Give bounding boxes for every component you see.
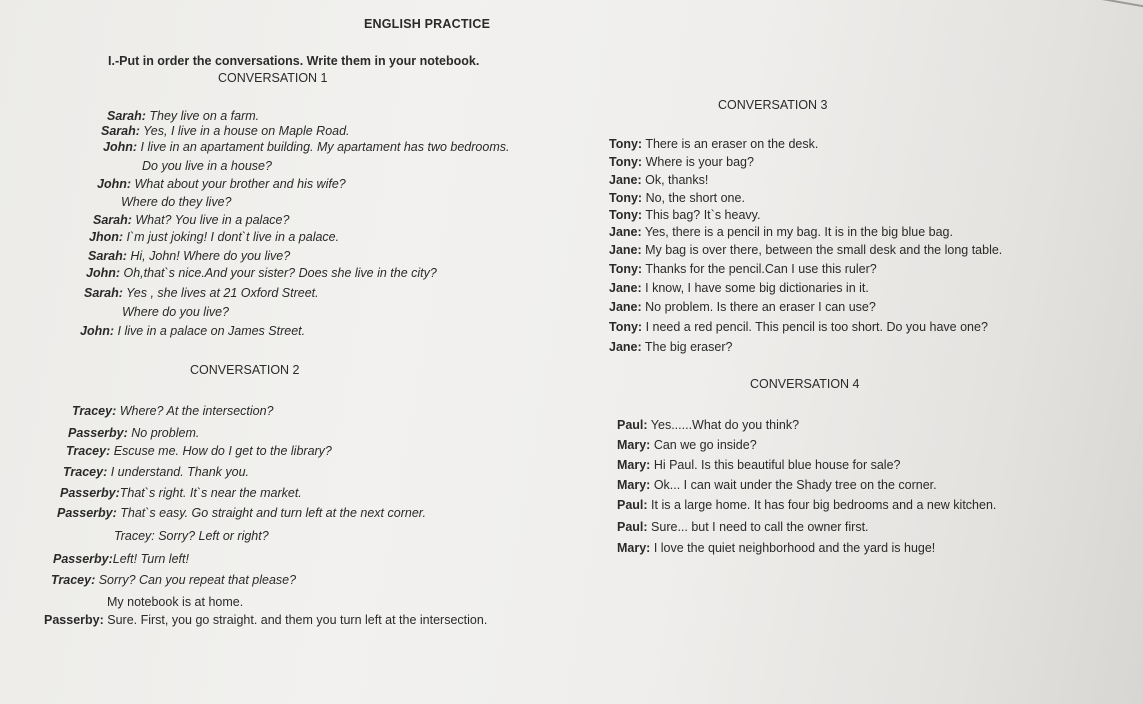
conv2-line: Passerby: Sure. First, you go straight. and them you turn left at the intersection. [44,613,488,627]
conv1-line: John: I live in an apartament building. My apartament has two bedrooms. [103,140,510,154]
conv3-line: Tony: No, the short one. [609,191,745,205]
conv3-line: Tony: Thanks for the pencil.Can I use this ruler? [609,262,877,276]
conv3-line: Jane: No problem. Is there an eraser I can use? [609,300,876,314]
conv1-line: Where do you live? [122,305,230,319]
conv1-line: Sarah: They live on a farm. [107,109,260,123]
conv4-line: Mary: I love the quiet neighborhood and the yard is huge! [617,541,936,555]
conv2-line: My notebook is at home. [107,595,244,609]
conv1-line: Jhon: I`m just joking! I dont`t live in a palace. [89,230,340,244]
conv3-line: Tony: Where is your bag? [609,155,754,169]
conv2-line: Passerby:That`s right. It`s near the market. [60,486,302,500]
conv4-line: Paul: It is a large home. It has four big bedrooms and a new kitchen. [617,498,997,512]
conv4-line: Paul: Sure... but I need to call the owner first. [617,520,869,534]
conv2-line: Tracey: Sorry? Left or right? [114,529,269,543]
conv3-line: Jane: My bag is over there, between the small desk and the long table. [609,243,1003,257]
conv4-line: Mary: Can we go inside? [617,438,757,452]
conv1-line: Where do they live? [121,195,232,209]
conv3-line: Jane: Ok, thanks! [609,173,709,187]
conv1-line: John: I live in a palace on James Street. [80,324,306,338]
conv2-line: Tracey: I understand. Thank you. [63,465,250,479]
conv3-line: Jane: Yes, there is a pencil in my bag. It is in the big blue bag. [609,225,953,239]
conversation-4-heading: CONVERSATION 4 [750,377,860,391]
conv1-line: Sarah: Yes , she lives at 21 Oxford Street. [84,286,319,300]
conv1-line: Do you live in a house? [142,159,272,173]
instruction: I.-Put in order the conversations. Write them in your notebook. [108,54,480,68]
conv4-line: Mary: Hi Paul. Is this beautiful blue house for sale? [617,458,901,472]
conv2-line: Passerby:Left! Turn left! [53,552,189,566]
conversation-2-heading: CONVERSATION 2 [190,363,300,377]
conv3-line: Tony: There is an eraser on the desk. [609,137,819,151]
conv1-line: John: What about your brother and his wife? [97,177,346,191]
conversation-3-heading: CONVERSATION 3 [718,98,828,112]
conv3-line: Tony: This bag? It`s heavy. [609,208,761,222]
conv3-line: Jane: The big eraser? [609,340,733,354]
conv2-line: Passerby: No problem. [68,426,200,440]
conv3-line: Tony: I need a red pencil. This pencil is too short. Do you have one? [609,320,988,334]
conv2-line: Tracey: Sorry? Can you repeat that please? [51,573,297,587]
conv1-line: Sarah: Hi, John! Where do you live? [88,249,291,263]
conv4-line: Mary: Ok... I can wait under the Shady tree on the corner. [617,478,937,492]
conv4-line: Paul: Yes......What do you think? [617,418,800,432]
page-title: ENGLISH PRACTICE [364,17,491,31]
conv3-line: Jane: I know, I have some big dictionaries in it. [609,281,869,295]
conv2-line: Tracey: Where? At the intersection? [72,404,274,418]
conv1-line: Sarah: Yes, I live in a house on Maple Road. [101,124,350,138]
conversation-1-heading: CONVERSATION 1 [218,71,328,85]
conv2-line: Tracey: Escuse me. How do I get to the library? [66,444,332,458]
conv1-line: Sarah: What? You live in a palace? [93,213,290,227]
conv2-line: Passerby: That`s easy. Go straight and turn left at the next corner. [57,506,426,520]
paper-edge [1000,0,1143,20]
conv1-line: John: Oh,that`s nice.And your sister? Does she live in the city? [86,266,437,280]
